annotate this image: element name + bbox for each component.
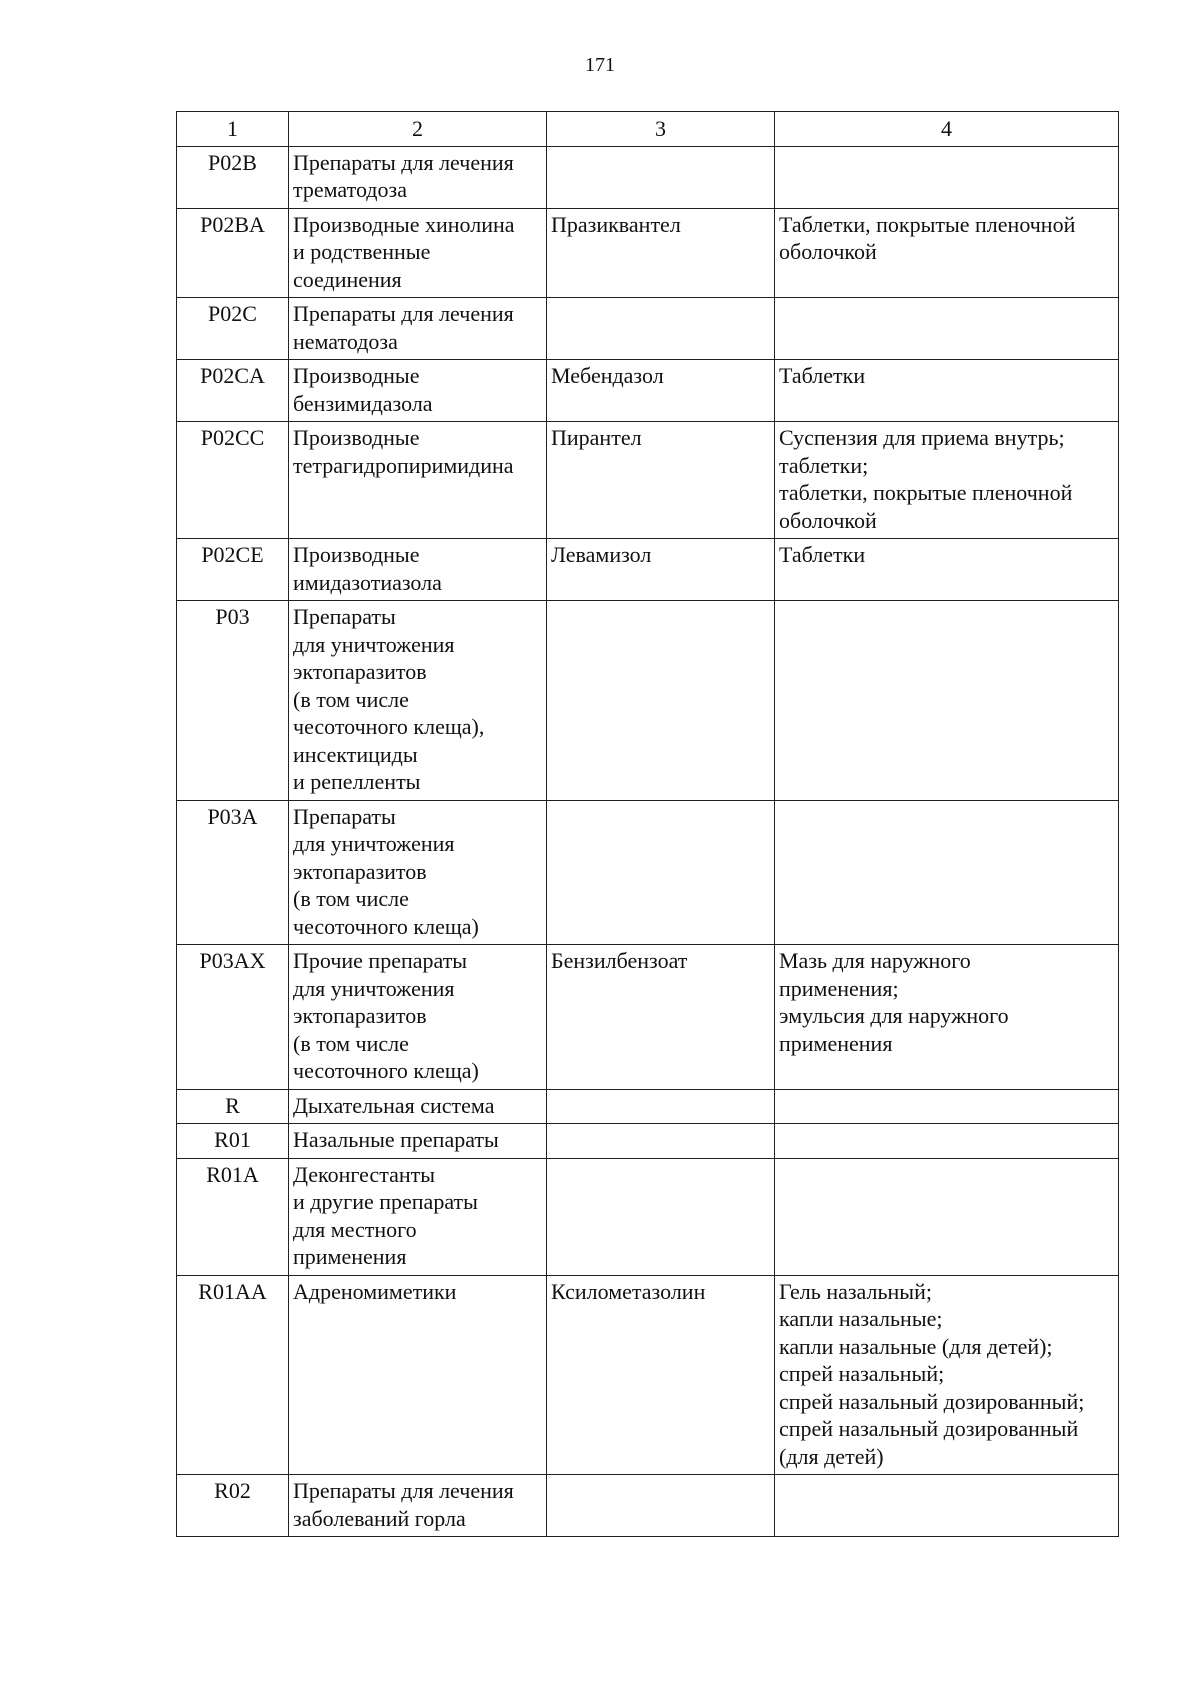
dosage-form-cell bbox=[775, 422, 1119, 539]
table-row bbox=[177, 1475, 1119, 1537]
atc-code-cell: R01 bbox=[177, 1124, 289, 1159]
table-row bbox=[177, 208, 1119, 298]
atc-code-cell: R02 bbox=[177, 1475, 289, 1537]
atc-code-cell: P02C bbox=[177, 298, 289, 360]
group-name-cell bbox=[289, 422, 547, 539]
group-name-line: Производные bbox=[293, 363, 420, 388]
dosage-form-line: Таблетки, покрытые пленочной bbox=[779, 211, 1076, 237]
atc-code-cell: R01A bbox=[177, 1158, 289, 1275]
page-number: 171 bbox=[585, 54, 615, 76]
group-name-line: для уничтожения bbox=[293, 975, 455, 1001]
table-row bbox=[177, 360, 1119, 422]
dosage-form-line: применения; bbox=[779, 975, 899, 1001]
atc-code-cell: P02CE bbox=[177, 539, 289, 601]
column-header-2: 2 bbox=[289, 112, 547, 147]
group-name-line: Препараты для лечения bbox=[293, 149, 514, 175]
drug-name-cell bbox=[547, 1275, 775, 1475]
group-name-line: Назальные препараты bbox=[293, 1127, 499, 1152]
drug-name-cell bbox=[547, 146, 775, 208]
group-name-cell bbox=[289, 298, 547, 360]
dosage-form-cell bbox=[775, 800, 1119, 945]
dosage-form-cell bbox=[775, 1089, 1119, 1124]
group-name-line: Производные хинолина bbox=[293, 211, 515, 237]
column-header-4: 4 bbox=[775, 112, 1119, 147]
dosage-form-cell bbox=[775, 539, 1119, 601]
atc-code-cell: P03A bbox=[177, 800, 289, 945]
table-row bbox=[177, 601, 1119, 801]
group-name-line: нематодоза bbox=[293, 328, 398, 354]
dosage-form-line: Гель назальный; bbox=[779, 1278, 932, 1304]
dosage-form-cell bbox=[775, 1275, 1119, 1475]
drug-table bbox=[176, 111, 1119, 1537]
atc-code-cell: P02B bbox=[177, 146, 289, 208]
atc-code-cell: R bbox=[177, 1089, 289, 1124]
drug-name-line: Пирантел bbox=[551, 425, 642, 450]
group-name-line: чесоточного клеща) bbox=[293, 1058, 479, 1083]
group-name-line: заболеваний горла bbox=[293, 1505, 466, 1531]
drug-name-line: Ксилометазолин bbox=[551, 1278, 706, 1304]
group-name-cell bbox=[289, 945, 547, 1090]
table-row bbox=[177, 1275, 1119, 1475]
dosage-form-line: капли назальные; bbox=[779, 1306, 943, 1331]
dosage-form-line: оболочкой bbox=[779, 507, 877, 533]
group-name-line: (в том числе bbox=[293, 686, 409, 712]
dosage-form-line: эмульсия для наружного bbox=[779, 1003, 1009, 1028]
drug-name-cell bbox=[547, 1475, 775, 1537]
group-name-line: Препараты bbox=[293, 604, 396, 629]
group-name-line: инсектициды bbox=[293, 741, 418, 767]
group-name-line: Препараты bbox=[293, 803, 396, 829]
group-name-line: трематодоза bbox=[293, 177, 407, 202]
group-name-line: эктопаразитов bbox=[293, 659, 427, 684]
column-header-1: 1 bbox=[177, 112, 289, 147]
drug-name-line: Празиквантел bbox=[551, 211, 681, 237]
group-name-line: эктопаразитов bbox=[293, 1003, 427, 1028]
drug-name-cell bbox=[547, 1089, 775, 1124]
group-name-line: Препараты для лечения bbox=[293, 1478, 514, 1503]
group-name-line: бензимидазола bbox=[293, 390, 433, 416]
dosage-form-line: спрей назальный дозированный bbox=[779, 1416, 1079, 1441]
group-name-line: применения bbox=[293, 1244, 407, 1269]
group-name-line: тетрагидропиримидина bbox=[293, 452, 514, 478]
group-name-cell bbox=[289, 601, 547, 801]
drug-name-cell bbox=[547, 422, 775, 539]
dosage-form-line: применения bbox=[779, 1030, 893, 1056]
dosage-form-cell bbox=[775, 360, 1119, 422]
group-name-line: эктопаразитов bbox=[293, 858, 427, 884]
dosage-form-cell bbox=[775, 208, 1119, 298]
dosage-form-line: Таблетки bbox=[779, 542, 866, 567]
table-row bbox=[177, 298, 1119, 360]
column-header-3: 3 bbox=[547, 112, 775, 147]
atc-code-cell: P03AX bbox=[177, 945, 289, 1090]
group-name-line: и родственные bbox=[293, 239, 431, 264]
drug-name-cell bbox=[547, 800, 775, 945]
dosage-form-cell bbox=[775, 601, 1119, 801]
group-name-line: Дыхательная система bbox=[293, 1092, 495, 1118]
group-name-cell bbox=[289, 360, 547, 422]
group-name-line: для уничтожения bbox=[293, 631, 455, 657]
dosage-form-line: (для детей) bbox=[779, 1443, 884, 1469]
group-name-line: для уничтожения bbox=[293, 831, 455, 856]
drug-name-cell bbox=[547, 539, 775, 601]
drug-name-cell bbox=[547, 1158, 775, 1275]
header-row bbox=[177, 112, 1119, 147]
drug-name-line: Бензилбензоат bbox=[551, 948, 688, 973]
dosage-form-line: Мазь для наружного bbox=[779, 948, 971, 973]
table-body bbox=[177, 146, 1119, 1537]
group-name-line: (в том числе bbox=[293, 1030, 409, 1056]
group-name-line: соединения bbox=[293, 266, 402, 292]
group-name-line: Прочие препараты bbox=[293, 948, 468, 973]
drug-name-cell bbox=[547, 1124, 775, 1159]
dosage-form-line: Таблетки bbox=[779, 363, 866, 388]
dosage-form-cell bbox=[775, 1475, 1119, 1537]
group-name-line: Препараты для лечения bbox=[293, 301, 514, 326]
table-row bbox=[177, 422, 1119, 539]
table-row bbox=[177, 1089, 1119, 1124]
dosage-form-cell bbox=[775, 146, 1119, 208]
group-name-cell bbox=[289, 208, 547, 298]
group-name-line: и другие препараты bbox=[293, 1189, 478, 1214]
drug-name-cell bbox=[547, 298, 775, 360]
group-name-line: Производные bbox=[293, 425, 420, 450]
group-name-cell bbox=[289, 1475, 547, 1537]
dosage-form-line: спрей назальный; bbox=[779, 1361, 945, 1386]
dosage-form-cell bbox=[775, 945, 1119, 1090]
table-row bbox=[177, 1124, 1119, 1159]
dosage-form-cell bbox=[775, 1158, 1119, 1275]
group-name-line: Адреномиметики bbox=[293, 1278, 457, 1304]
dosage-form-line: Суспензия для приема внутрь; bbox=[779, 425, 1065, 450]
dosage-form-line: спрей назальный дозированный; bbox=[779, 1388, 1085, 1414]
drug-name-line: Мебендазол bbox=[551, 363, 664, 388]
group-name-line: имидазотиазола bbox=[293, 569, 442, 595]
group-name-line: и репелленты bbox=[293, 769, 421, 794]
group-name-cell bbox=[289, 1124, 547, 1159]
group-name-cell bbox=[289, 1158, 547, 1275]
group-name-cell bbox=[289, 146, 547, 208]
dosage-form-cell bbox=[775, 1124, 1119, 1159]
atc-code-cell: P02CC bbox=[177, 422, 289, 539]
group-name-line: (в том числе bbox=[293, 886, 409, 911]
dosage-form-line: капли назальные (для детей); bbox=[779, 1333, 1053, 1359]
atc-code-cell: R01AA bbox=[177, 1275, 289, 1475]
drug-name-cell bbox=[547, 208, 775, 298]
dosage-form-line: таблетки; bbox=[779, 452, 869, 478]
group-name-line: чесоточного клеща), bbox=[293, 714, 485, 739]
drug-name-cell bbox=[547, 601, 775, 801]
group-name-cell bbox=[289, 539, 547, 601]
group-name-line: для местного bbox=[293, 1216, 417, 1242]
table-row bbox=[177, 800, 1119, 945]
group-name-line: Производные bbox=[293, 542, 420, 567]
drug-name-cell bbox=[547, 360, 775, 422]
table-row bbox=[177, 146, 1119, 208]
atc-code-cell: P02BA bbox=[177, 208, 289, 298]
group-name-cell bbox=[289, 800, 547, 945]
table-row bbox=[177, 539, 1119, 601]
group-name-line: Деконгестанты bbox=[293, 1161, 436, 1187]
dosage-form-line: оболочкой bbox=[779, 239, 877, 264]
dosage-form-line: таблетки, покрытые пленочной bbox=[779, 480, 1073, 505]
drug-name-cell bbox=[547, 945, 775, 1090]
drug-name-line: Левамизол bbox=[551, 542, 652, 567]
table-row bbox=[177, 1158, 1119, 1275]
atc-code-cell: P03 bbox=[177, 601, 289, 801]
group-name-cell bbox=[289, 1275, 547, 1475]
table-row bbox=[177, 945, 1119, 1090]
group-name-line: чесоточного клеща) bbox=[293, 913, 479, 939]
dosage-form-cell bbox=[775, 298, 1119, 360]
group-name-cell bbox=[289, 1089, 547, 1124]
atc-code-cell: P02CA bbox=[177, 360, 289, 422]
